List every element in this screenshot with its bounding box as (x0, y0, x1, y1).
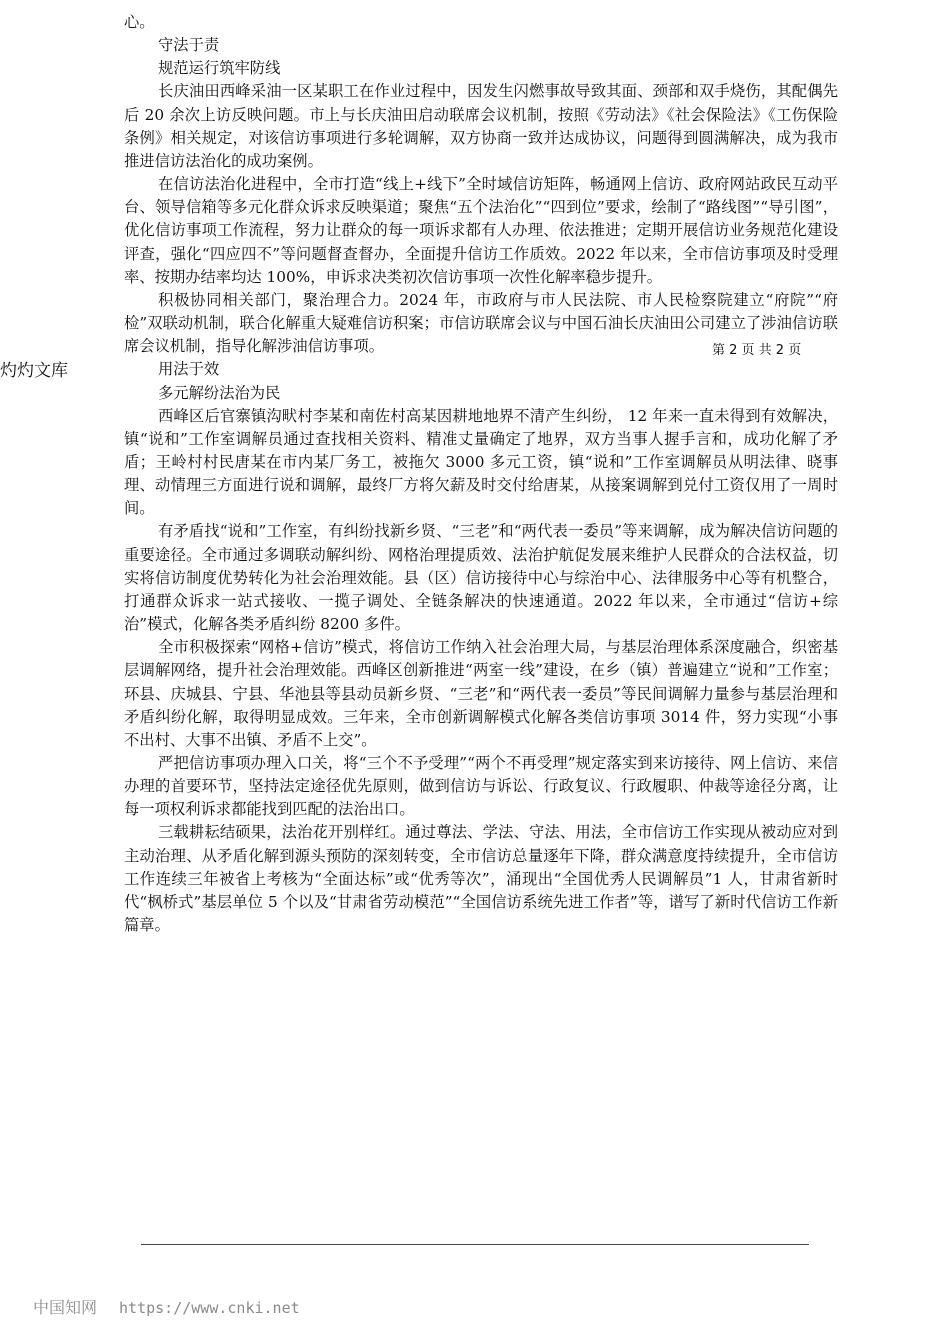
section-heading-yongfa: 用法于效 (158, 360, 220, 379)
section-heading-shoufa: 守法于责 (158, 36, 220, 55)
paragraph-changqing-case: 长庆油田西峰采油一区某职工在作业过程中，因发生闪燃事故导致其面、颈部和双手烧伤，其配偶先后 20 余次上访反映问题。市上与长庆油田启动联席会议机制，按照《劳动法》《社会保险法》《工伤保险条例》相关规定，对该信访事项进行多轮调解，双方协商一致并达成协议，问题得到圆满解决，成为我市推进信访法治化的成功案例。 (124, 82, 838, 170)
paragraph-rule-of-law-process: 在信访法治化进程中，全市打造“线上+线下”全时域信访矩阵，畅通网上信访、政府网站政民互动平台、领导信箱等多元化群众诉求反映渠道；聚焦“五个法治化”“四到位”要求，绘制了“路线图”“导引图”，优化信访事项工作流程，努力让群众的每一项诉求都有人办理、依法推进；定期开展信访业务规范化建设评查，强化“四应四不”等问题督查督办，全面提升信访工作质效。2022 年以来，全市信访事项及时受理率、按期办结率均达 100%，申诉求决类初次信访事项一次性化解率稳步提升。 (124, 175, 838, 286)
paragraph-continuation: 心。 (124, 13, 155, 31)
source-url-link[interactable]: https://www.cnki.net (119, 1299, 300, 1317)
subsection-heading-guifan: 规范运行筑牢防线 (158, 59, 281, 78)
paragraph-conclusion: 三载耕耘结硕果，法治花开别样红。通过尊法、学法、守法、用法，全市信访工作实现从被动应对到主动治理、从矛盾化解到源头预防的深刻转变，全市信访总量逐年下降，群众满意度持续提升，全市信访工作连续三年被省上考核为“全面达标”或“优秀等次”，涌现出“全国优秀人民调解员”1 人，甘肃省新时代“枫桥式”基层单位 5 个以及“甘肃省劳动模范”“全国信访系统先进工作者”等，谱写了新时代信访工作新篇章。 (124, 823, 838, 935)
paragraph-shuohe-studio: 有矛盾找“说和”工作室，有纠纷找新乡贤、“三老”和“两代表一委员”等来调解，成为解决信访问题的重要途径。全市通过多调联动解纠纷、网格治理提质效、法治护航促发展来维护人民群众的合法权益，切实将信访制度优势转化为社会治理效能。县（区）信访接待中心与综治中心、法律服务中心等有机整合，打通群众诉求一站式接收、一揽子调处、全链条解决的快速通道。2022 年以来，全市通过“信访+综治”模式，化解各类矛盾纠纷 8200 多件。 (124, 522, 838, 634)
page-number: 第 2 页 共 2 页 (712, 343, 802, 358)
footer-divider (141, 1244, 809, 1245)
footer-source (33, 1295, 300, 1318)
library-brand-label: 灼灼文库 (0, 361, 68, 381)
paragraph-entry-gate: 严把信访事项办理入口关，将“三个不予受理”“两个不再受理”规定落实到来访接待、网上信访、来信办理的首要环节，坚持法定途径优先原则，做到信访与诉讼、行政复议、行政履职、仲裁等途径分离，让每一项权利诉求都能找到匹配的法治出口。 (124, 754, 838, 819)
article-body (124, 11, 838, 937)
subsection-heading-duoyuan: 多元解纷法治为民 (158, 383, 281, 402)
paragraph-xifeng-case: 西峰区后官寨镇沟畎村李某和南佐村高某因耕地地界不清产生纠纷， 12 年来一直未得到有效解决，镇“说和”工作室调解员通过查找相关资料、精准丈量确定了地界，双方当事人握手言和，成功化解了矛盾；王岭村村民唐某在市内某厂务工，被拖欠 3000 多元工资，镇“说和”工作室调解员从明法律、晓事理、动情理三方面进行说和调解，最终厂方将欠薪及时交付给唐某，从接案调解到兑付工资仅用了一周时间。 (124, 406, 838, 518)
source-name: 中国知网 (33, 1298, 98, 1317)
paragraph-coordination: 积极协同相关部门，聚治理合力。2024 年，市政府与市人民法院、市人民检察院建立“府院”“府检”双联动机制，联合化解重大疑难信访积案；市信访联席会议与中国石油长庆油田公司建立了涉油信访联席会议机制，指导化解涉油信访事项。 (124, 290, 838, 356)
paragraph-grid-petition: 全市积极探索“网格+信访”模式，将信访工作纳入社会治理大局，与基层治理体系深度融合，织密基层调解网络，提升社会治理效能。西峰区创新推进“两室一线”建设，在乡（镇）普遍建立“说和”工作室；环县、庆城县、宁县、华池县等县动员新乡贤、“三老”和“两代表一委员”等民间调解力量参与基层治理和矛盾纠纷化解，取得明显成效。三年来，全市创新调解模式化解各类信访事项 3014 件，努力实现“小事不出村、大事不出镇、矛盾不上交”。 (124, 638, 838, 749)
